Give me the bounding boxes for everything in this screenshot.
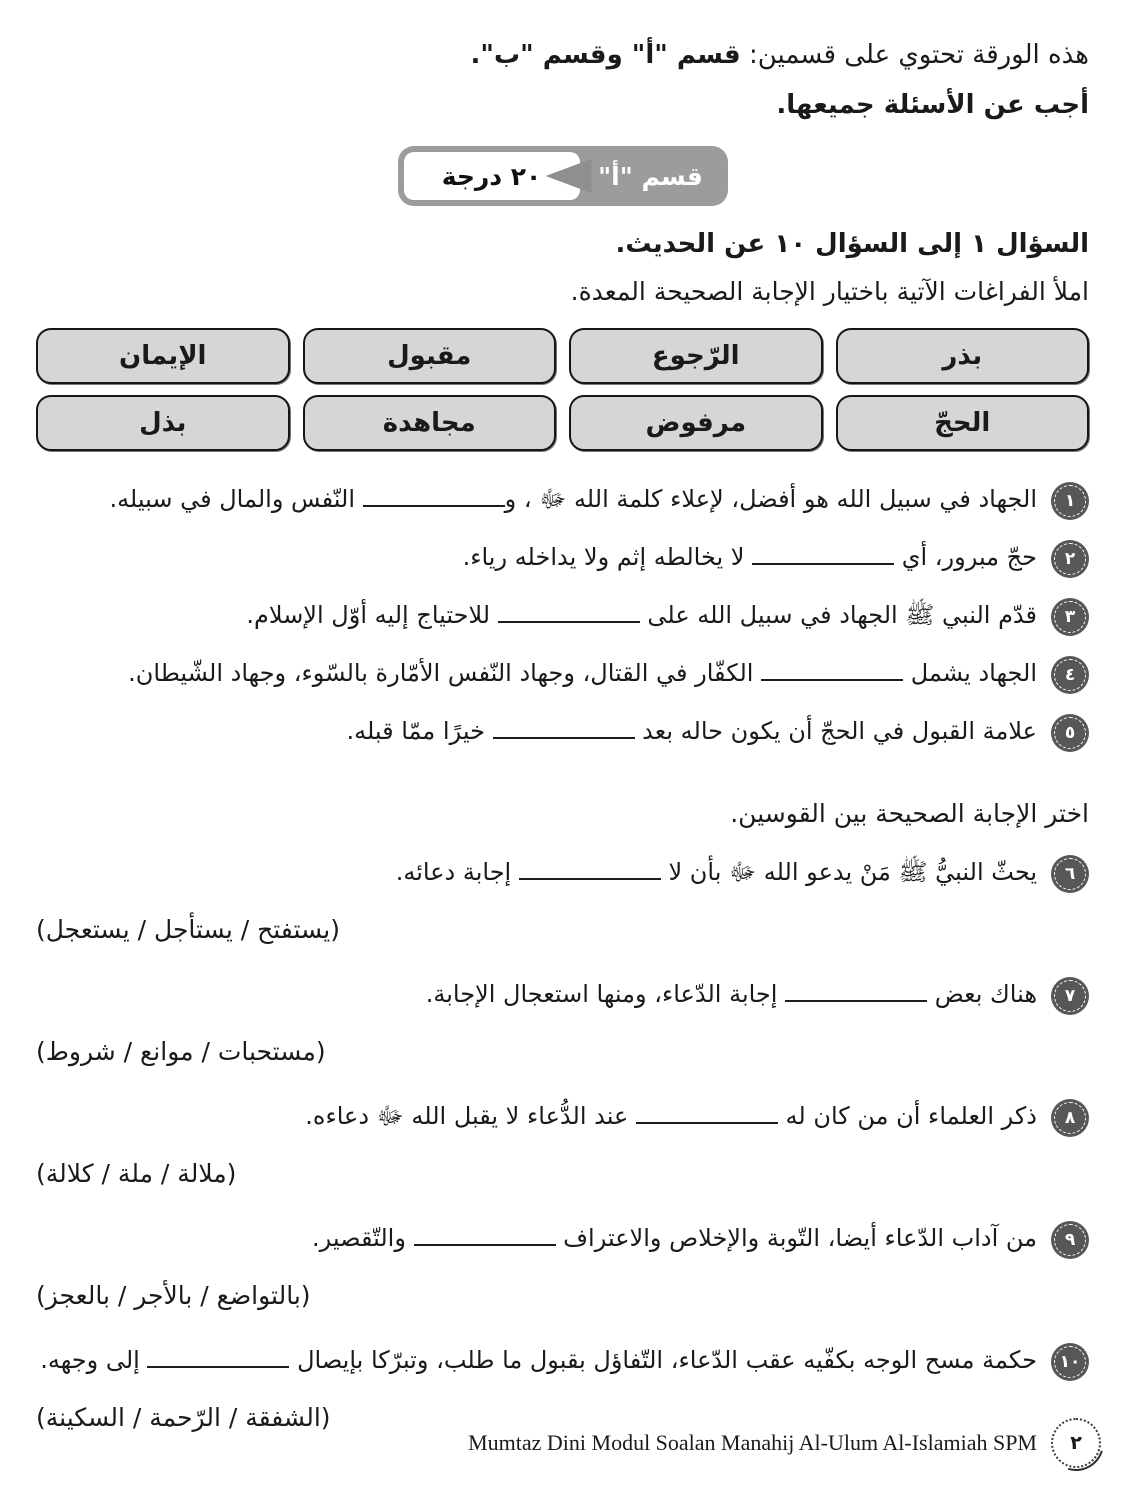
word-bank-item: مجاهدة (303, 395, 557, 451)
left-arrow-icon (546, 159, 592, 193)
question-1-number: ١ (1064, 491, 1076, 511)
question-1-row (36, 479, 1089, 520)
question-4-before: الجهاد يشمل (903, 659, 1037, 687)
word-bank-item: الإيمان (36, 328, 290, 384)
question-10-number-badge (1051, 1343, 1089, 1381)
question-8-before: ذكر العلماء أن من كان له (777, 1102, 1037, 1130)
section-a-title: قسم "أ" (598, 161, 703, 191)
question-7-options: (مستحبات / موانع / شروط) (36, 1037, 326, 1066)
word-bank-item: مرفوض (569, 395, 823, 451)
question-8-after: عند الدُّعاء لا يقبل الله ﷻ دعاءه. (305, 1102, 636, 1130)
page-number: ٢ (1070, 1432, 1082, 1454)
paper-note-line1 (36, 30, 1089, 80)
question-9-number: ٩ (1064, 1230, 1076, 1250)
question-7-row (36, 974, 1089, 1015)
question-7-blank (785, 1000, 927, 1002)
question-2-blank (752, 563, 894, 565)
question-7-before: هناك بعض (927, 980, 1037, 1008)
question-2-after: لا يخالطه إثم ولا يداخله رياء. (462, 543, 753, 571)
question-2-row (36, 537, 1089, 578)
question-2-number: ٢ (1064, 549, 1076, 569)
question-2-number-badge (1051, 540, 1089, 578)
book-title: Mumtaz Dini Modul Soalan Manahij Al-Ulum Al-Islamiah SPM (468, 1430, 1037, 1455)
question-9-row (36, 1218, 1089, 1259)
question-6-blank (519, 878, 661, 880)
question-2-before: حجّ مبرور، أي (894, 543, 1037, 571)
question-1-before: الجهاد في سبيل الله هو أفضل، لإعلاء كلمة الله ﷻ ، و (504, 485, 1037, 513)
question-8-row (36, 1096, 1089, 1137)
question-1-after: النّفس والمال في سبيله. (109, 485, 363, 513)
question-5-text (346, 711, 1037, 751)
question-5-before: علامة القبول في الحجّ أن يكون حاله بعد (634, 717, 1037, 745)
question-1-text (109, 479, 1037, 519)
question-9-options: (بالتواضع / بالأجر / بالعجز) (36, 1281, 311, 1310)
question-9-before: من آداب الدّعاء أيضا، التّوبة والإخلاص والاعتراف (555, 1224, 1037, 1252)
word-bank-item: بذل (36, 395, 290, 451)
section-a-marks-label: ٢٠ درجة (441, 161, 542, 191)
question-6-after: إجابة دعائه. (395, 858, 519, 886)
question-6-number-badge (1051, 855, 1089, 893)
question-3-blank (498, 621, 640, 623)
question-10-row (36, 1340, 1089, 1381)
section-a-badge (398, 146, 728, 206)
question-4-number-badge (1051, 656, 1089, 694)
paper-note-regular: هذه الورقة تحتوي على قسمين: (740, 40, 1089, 70)
question-5-row (36, 711, 1089, 752)
question-3-text (246, 595, 1037, 635)
question-8-text (305, 1096, 1037, 1136)
question-10-number: ١٠ (1059, 1352, 1081, 1372)
question-4-number: ٤ (1064, 665, 1076, 685)
paper-note-line2: أجب عن الأسئلة جميعها. (776, 90, 1089, 120)
question-8-options: (ملالة / ملة / كلالة) (36, 1159, 237, 1188)
page-footer (0, 1418, 1125, 1468)
question-3-row (36, 595, 1089, 636)
question-8-blank (636, 1122, 778, 1124)
word-bank-item: مقبول (303, 328, 557, 384)
question-8-number: ٨ (1064, 1108, 1076, 1128)
word-bank-item: الرّجوع (569, 328, 823, 384)
question-9-number-badge (1051, 1221, 1089, 1259)
question-5-blank (493, 737, 635, 739)
question-4-after: الكفّار في القتال، وجهاد النّفس الأمّارة بالسّوء، وجهاد الشّيطان. (128, 659, 762, 687)
question-10-after: إلى وجهه. (40, 1346, 148, 1374)
question-9-after: والتّقصير. (312, 1224, 414, 1252)
paper-note-bold: قسم "أ" وقسم "ب". (470, 40, 741, 70)
question-9-blank (414, 1244, 556, 1246)
question-3-number-badge (1051, 598, 1089, 636)
question-8-number-badge (1051, 1099, 1089, 1137)
choose-answer-instruction: اختر الإجابة الصحيحة بين القوسين. (730, 799, 1089, 828)
section-a-marks (404, 152, 580, 200)
question-7-number: ٧ (1064, 986, 1076, 1006)
question-3-after: للاحتياج إليه أوّل الإسلام. (246, 601, 498, 629)
questions-range-heading: السؤال ١ إلى السؤال ١٠ عن الحديث. (615, 229, 1089, 259)
page-number-badge (1051, 1418, 1101, 1468)
question-3-number: ٣ (1064, 607, 1076, 627)
question-5-number-badge (1051, 714, 1089, 752)
question-7-text (426, 974, 1037, 1014)
question-10-options: (الشفقة / الرّحمة / السكينة) (36, 1403, 331, 1432)
question-6-number: ٦ (1064, 864, 1076, 884)
word-bank-item: بذر (836, 328, 1090, 384)
question-3-before: قدّم النبي ﷺ الجهاد في سبيل الله على (639, 601, 1037, 629)
question-5-number: ٥ (1064, 723, 1076, 743)
question-10-blank (147, 1366, 289, 1368)
question-4-blank (761, 679, 903, 681)
word-bank-item: الحجّ (836, 395, 1090, 451)
word-bank (36, 328, 1089, 451)
question-4-row (36, 653, 1089, 694)
question-7-number-badge (1051, 977, 1089, 1015)
question-6-before: يحثّ النبيُّ ﷺ مَنْ يدعو الله ﷻ بأن لا (660, 858, 1037, 886)
question-7-after: إجابة الدّعاء، ومنها استعجال الإجابة. (425, 980, 786, 1008)
question-4-text (128, 653, 1037, 693)
question-5-after: خيرًا ممّا قبله. (346, 717, 493, 745)
question-9-text (312, 1218, 1037, 1258)
question-1-blank (363, 505, 505, 507)
question-10-before: حكمة مسح الوجه بكفّيه عقب الدّعاء، التّفاؤل بقبول ما طلب، وتبرّكا بإيصال (289, 1346, 1037, 1374)
question-2-text (463, 537, 1037, 577)
question-6-options: (يستفتح / يستأجل / يستعجل) (36, 915, 341, 944)
question-10-text (40, 1340, 1037, 1380)
question-1-number-badge (1051, 482, 1089, 520)
question-6-row (36, 852, 1089, 893)
question-6-text (396, 852, 1037, 892)
fill-blanks-instruction: املأ الفراغات الآتية باختيار الإجابة الصحيحة المعدة. (570, 277, 1089, 306)
